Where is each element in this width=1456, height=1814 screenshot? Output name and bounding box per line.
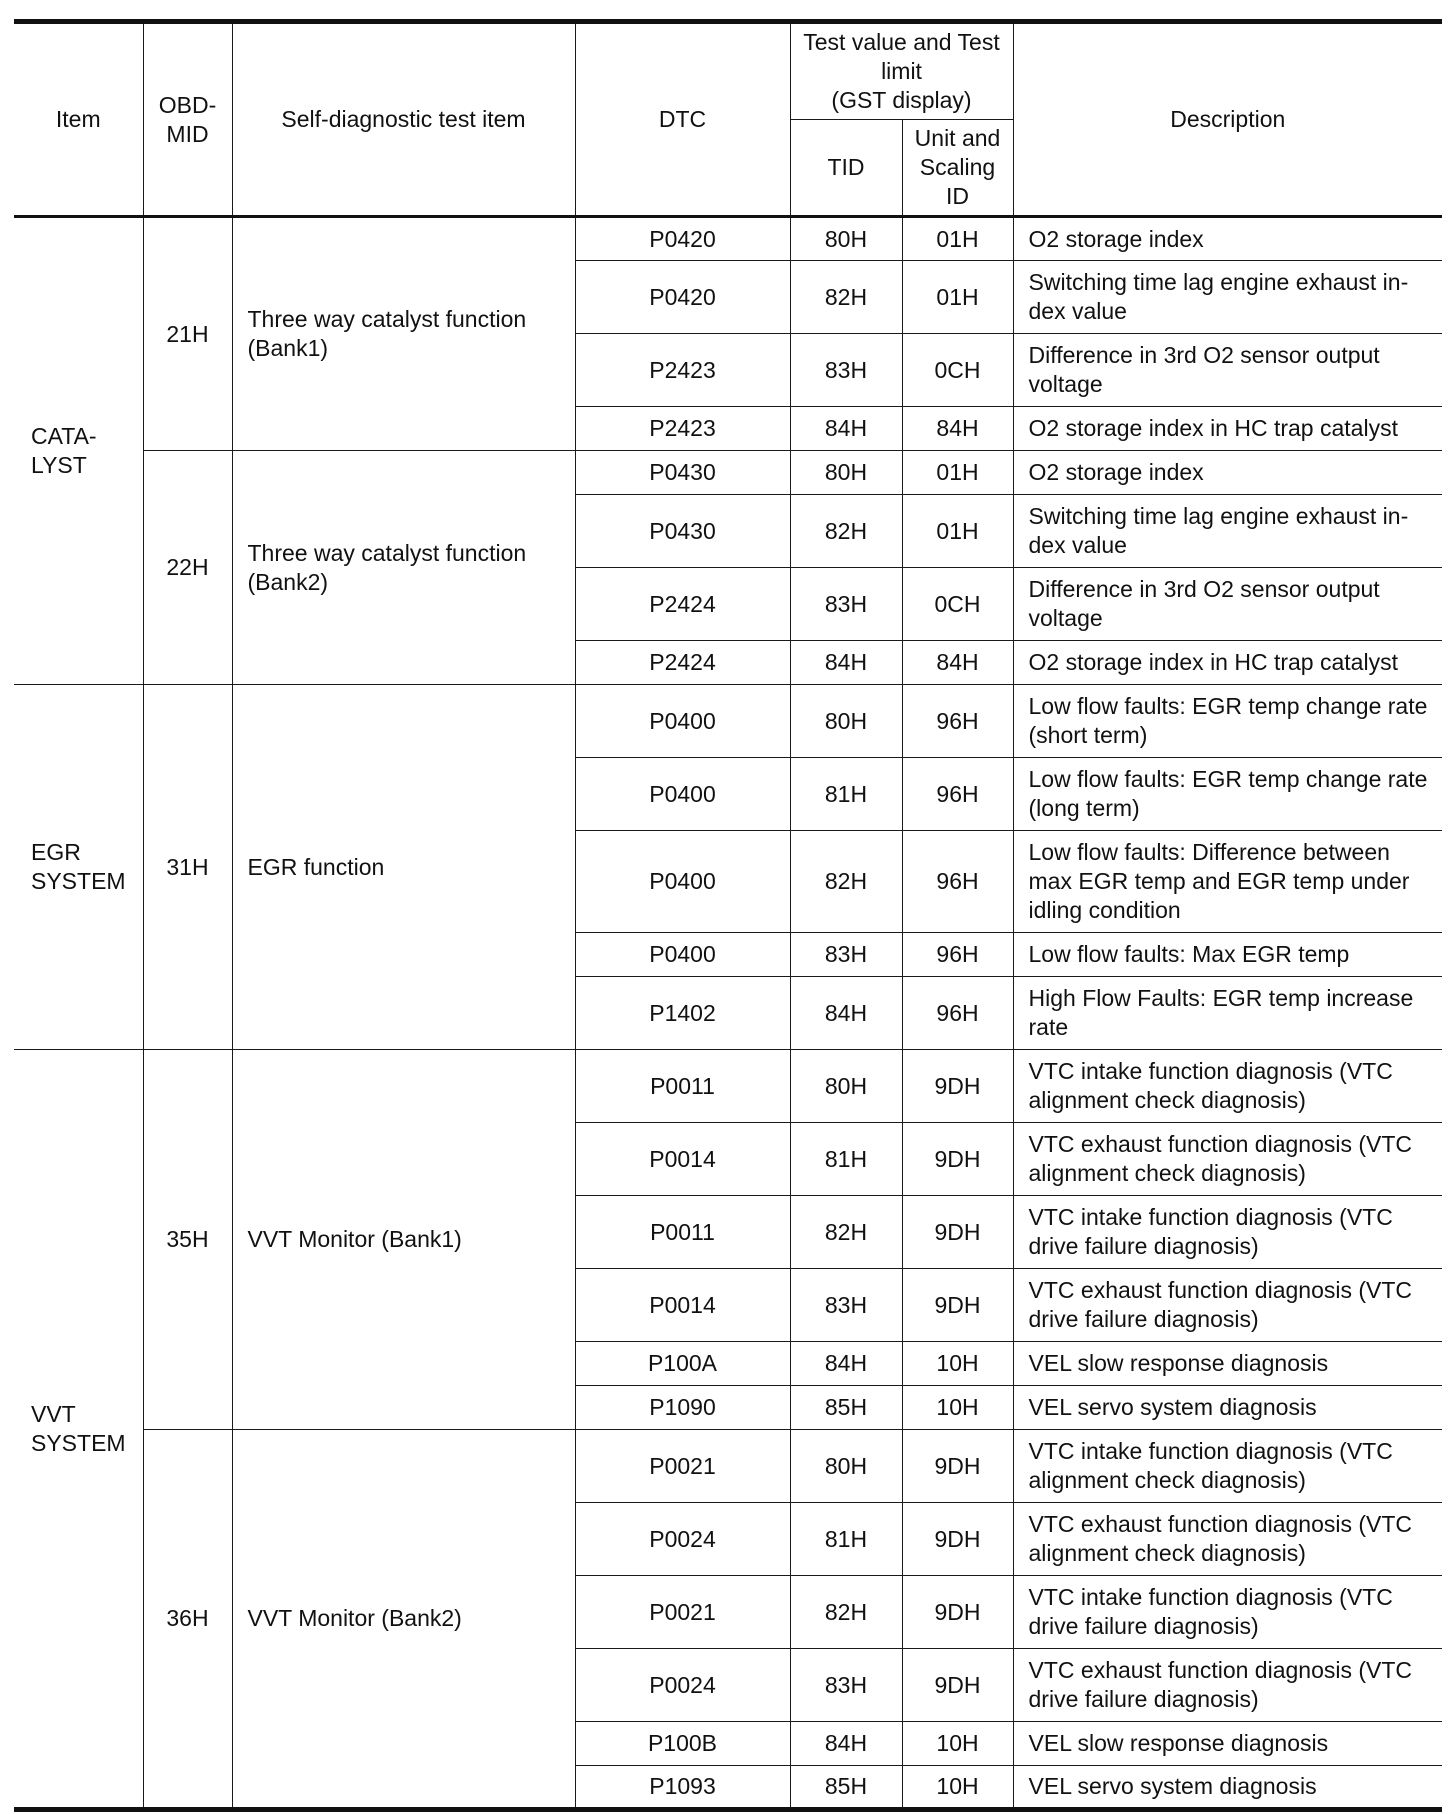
header-item-label: Item	[55, 106, 101, 132]
dtc-cell: P1093	[575, 1766, 790, 1810]
obd-mid-cell: 21H	[143, 217, 232, 451]
item-cell: VVT SYSTEM	[14, 1050, 143, 1810]
dtc-cell: P0021	[575, 1576, 790, 1649]
header-test-value-label: Test value and Test limit (GST display)	[803, 29, 1000, 113]
dtc-cell: P0011	[575, 1050, 790, 1123]
tid-cell: 84H	[790, 1342, 902, 1386]
header-unit-scaling-id	[902, 120, 1013, 217]
description-cell: VTC exhaust function diagnosis (VTC drive failure diagnosis)	[1013, 1269, 1442, 1342]
tid-cell: 82H	[790, 495, 902, 568]
tid-cell: 83H	[790, 1649, 902, 1722]
header-obd-mid-label: OBD- MID	[158, 91, 217, 147]
tid-cell: 84H	[790, 641, 902, 685]
table-row	[14, 217, 1442, 261]
unit-scaling-id-cell: 96H	[902, 758, 1013, 831]
header-description	[1013, 22, 1442, 217]
self-diagnostic-test-item-cell: Three way catalyst function (Bank1)	[232, 217, 575, 451]
unit-scaling-id-cell: 84H	[902, 641, 1013, 685]
tid-cell: 82H	[790, 831, 902, 933]
obd-mid-cell: 22H	[143, 451, 232, 685]
dtc-cell: P1090	[575, 1386, 790, 1430]
tid-cell: 84H	[790, 977, 902, 1050]
unit-scaling-id-cell: 9DH	[902, 1050, 1013, 1123]
self-diagnostic-test-item-cell: Three way catalyst function (Bank2)	[232, 451, 575, 685]
unit-scaling-id-cell: 01H	[902, 261, 1013, 334]
tid-cell: 80H	[790, 1050, 902, 1123]
description-cell: VTC exhaust function diagnosis (VTC alignment check diagnosis)	[1013, 1123, 1442, 1196]
dtc-cell: P0400	[575, 831, 790, 933]
unit-scaling-id-cell: 10H	[902, 1766, 1013, 1810]
obd-mid-cell: 31H	[143, 685, 232, 1050]
description-cell: Difference in 3rd O2 sensor output voltage	[1013, 568, 1442, 641]
header-tid	[790, 120, 902, 217]
header-tid-label: TID	[827, 154, 865, 180]
tid-cell: 83H	[790, 334, 902, 407]
tid-cell: 80H	[790, 217, 902, 261]
tid-cell: 83H	[790, 568, 902, 641]
description-cell: Low flow faults: Difference between max EGR temp and EGR temp under idling condition	[1013, 831, 1442, 933]
unit-scaling-id-cell: 9DH	[902, 1196, 1013, 1269]
self-diagnostic-test-item-cell: VVT Monitor (Bank1)	[232, 1050, 575, 1430]
tid-cell: 82H	[790, 1576, 902, 1649]
header-dtc-label: DTC	[658, 106, 707, 132]
dtc-cell: P0024	[575, 1503, 790, 1576]
tid-cell: 81H	[790, 1123, 902, 1196]
unit-scaling-id-cell: 96H	[902, 685, 1013, 758]
tid-cell: 83H	[790, 1269, 902, 1342]
description-cell: O2 storage index	[1013, 451, 1442, 495]
dtc-cell: P1402	[575, 977, 790, 1050]
description-cell: VEL slow response diagnosis	[1013, 1342, 1442, 1386]
description-cell: O2 storage index	[1013, 217, 1442, 261]
description-cell: Low flow faults: EGR temp change rate (long term)	[1013, 758, 1442, 831]
tid-cell: 84H	[790, 407, 902, 451]
dtc-cell: P0014	[575, 1269, 790, 1342]
table-row	[14, 685, 1442, 758]
tid-cell: 85H	[790, 1766, 902, 1810]
description-cell: VTC exhaust function diagnosis (VTC alignment check diagnosis)	[1013, 1503, 1442, 1576]
header-description-label: Description	[1170, 106, 1286, 132]
description-cell: VTC intake function diagnosis (VTC drive failure diagnosis)	[1013, 1576, 1442, 1649]
table-row	[14, 451, 1442, 495]
unit-scaling-id-cell: 96H	[902, 977, 1013, 1050]
self-diagnostic-test-item-cell: EGR function	[232, 685, 575, 1050]
unit-scaling-id-cell: 0CH	[902, 334, 1013, 407]
description-cell: Low flow faults: EGR temp change rate (short term)	[1013, 685, 1442, 758]
description-cell: VEL servo system diagnosis	[1013, 1766, 1442, 1810]
header-self-diagnostic-label: Self-diagnostic test item	[281, 106, 526, 132]
dtc-cell: P0014	[575, 1123, 790, 1196]
diagnostic-table-sheet	[14, 19, 1442, 1812]
unit-scaling-id-cell: 0CH	[902, 568, 1013, 641]
tid-cell: 80H	[790, 451, 902, 495]
header-obd-mid	[143, 22, 232, 217]
dtc-cell: P2424	[575, 568, 790, 641]
description-cell: VTC intake function diagnosis (VTC alignment check diagnosis)	[1013, 1050, 1442, 1123]
dtc-cell: P0021	[575, 1430, 790, 1503]
unit-scaling-id-cell: 9DH	[902, 1503, 1013, 1576]
dtc-cell: P0420	[575, 261, 790, 334]
item-cell: EGR SYSTEM	[14, 685, 143, 1050]
header-dtc	[575, 22, 790, 217]
header-test-value-limit	[790, 22, 1013, 120]
tid-cell: 82H	[790, 1196, 902, 1269]
header-unit-scaling-label: Unit and Scaling ID	[914, 125, 1001, 209]
description-cell: O2 storage index in HC trap catalyst	[1013, 407, 1442, 451]
self-diagnostic-test-item-cell: VVT Monitor (Bank2)	[232, 1430, 575, 1810]
unit-scaling-id-cell: 96H	[902, 933, 1013, 977]
tid-cell: 83H	[790, 933, 902, 977]
description-cell: VEL servo system diagnosis	[1013, 1386, 1442, 1430]
tid-cell: 82H	[790, 261, 902, 334]
dtc-cell: P0011	[575, 1196, 790, 1269]
tid-cell: 80H	[790, 685, 902, 758]
tid-cell: 81H	[790, 758, 902, 831]
unit-scaling-id-cell: 01H	[902, 495, 1013, 568]
tid-cell: 80H	[790, 1430, 902, 1503]
unit-scaling-id-cell: 10H	[902, 1386, 1013, 1430]
table-header	[14, 22, 1442, 217]
obd-test-value-table	[14, 19, 1442, 1812]
unit-scaling-id-cell: 10H	[902, 1342, 1013, 1386]
unit-scaling-id-cell: 84H	[902, 407, 1013, 451]
header-self-diagnostic-test-item	[232, 22, 575, 217]
unit-scaling-id-cell: 9DH	[902, 1649, 1013, 1722]
obd-mid-cell: 36H	[143, 1430, 232, 1810]
description-cell: O2 storage index in HC trap catalyst	[1013, 641, 1442, 685]
dtc-cell: P0400	[575, 685, 790, 758]
unit-scaling-id-cell: 01H	[902, 217, 1013, 261]
description-cell: Switching time lag engine exhaust in- dex value	[1013, 495, 1442, 568]
description-cell: VEL slow response diagnosis	[1013, 1722, 1442, 1766]
dtc-cell: P100B	[575, 1722, 790, 1766]
dtc-cell: P0430	[575, 451, 790, 495]
tid-cell: 84H	[790, 1722, 902, 1766]
unit-scaling-id-cell: 10H	[902, 1722, 1013, 1766]
unit-scaling-id-cell: 01H	[902, 451, 1013, 495]
dtc-cell: P0430	[575, 495, 790, 568]
dtc-cell: P2423	[575, 334, 790, 407]
description-cell: VTC intake function diagnosis (VTC alignment check diagnosis)	[1013, 1430, 1442, 1503]
dtc-cell: P0400	[575, 758, 790, 831]
unit-scaling-id-cell: 9DH	[902, 1269, 1013, 1342]
dtc-cell: P0024	[575, 1649, 790, 1722]
tid-cell: 85H	[790, 1386, 902, 1430]
description-cell: VTC exhaust function diagnosis (VTC drive failure diagnosis)	[1013, 1649, 1442, 1722]
table-body	[14, 217, 1442, 1810]
dtc-cell: P0420	[575, 217, 790, 261]
obd-mid-cell: 35H	[143, 1050, 232, 1430]
tid-cell: 81H	[790, 1503, 902, 1576]
description-cell: VTC intake function diagnosis (VTC drive failure diagnosis)	[1013, 1196, 1442, 1269]
dtc-cell: P2423	[575, 407, 790, 451]
description-cell: Low flow faults: Max EGR temp	[1013, 933, 1442, 977]
unit-scaling-id-cell: 9DH	[902, 1576, 1013, 1649]
unit-scaling-id-cell: 9DH	[902, 1123, 1013, 1196]
dtc-cell: P2424	[575, 641, 790, 685]
unit-scaling-id-cell: 9DH	[902, 1430, 1013, 1503]
table-row	[14, 1430, 1442, 1503]
unit-scaling-id-cell: 96H	[902, 831, 1013, 933]
description-cell: Difference in 3rd O2 sensor output voltage	[1013, 334, 1442, 407]
item-cell: CATA- LYST	[14, 217, 143, 685]
description-cell: High Flow Faults: EGR temp increase rate	[1013, 977, 1442, 1050]
header-item	[14, 22, 143, 217]
description-cell: Switching time lag engine exhaust in- dex value	[1013, 261, 1442, 334]
table-row	[14, 1050, 1442, 1123]
dtc-cell: P100A	[575, 1342, 790, 1386]
dtc-cell: P0400	[575, 933, 790, 977]
